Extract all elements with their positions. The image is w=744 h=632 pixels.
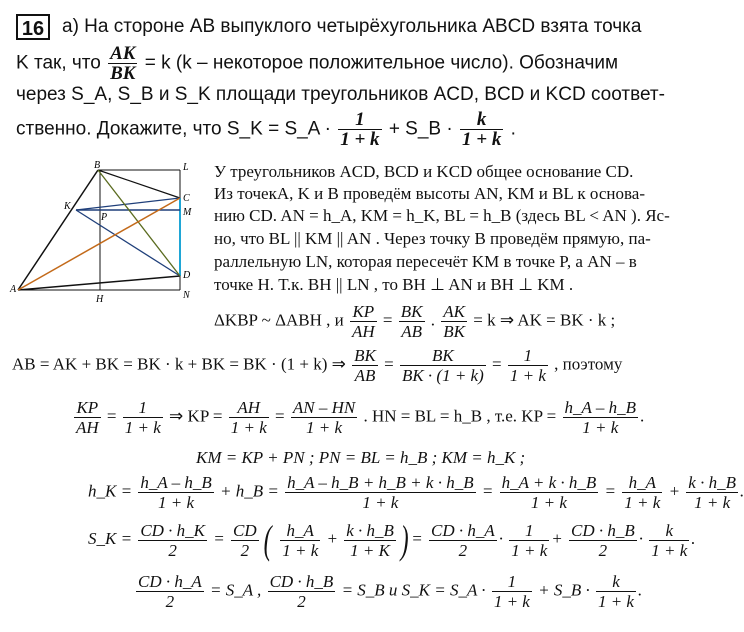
segment-BD (98, 170, 180, 276)
den: 1 + k (285, 492, 475, 512)
eq3-text: . HN = BL = h_B , т.е. KP = (363, 406, 557, 426)
problem-line-4a: ственно. Докажите, что S_K = S_A · (16, 118, 331, 140)
eq6-frac1 (138, 521, 207, 560)
eq7-frac4 (596, 572, 636, 611)
eq5-frac2 (285, 473, 475, 512)
num: h_A (286, 520, 314, 540)
problem-fraction-ak-bk (108, 44, 137, 83)
num: AK (443, 302, 465, 321)
num: 1 (523, 346, 533, 365)
den: AH (76, 418, 99, 437)
den: 1 + k (500, 492, 599, 512)
den: 1 + k (138, 492, 213, 512)
eq3: $\frac{KP}{AH}$ = $\frac{1}{1 + k}$ ⇒ KP = $\frac{AH}{1 + k}$ = $\frac{AN - HN}{1 + k}$ . HN = BL = h_B , т.е. KP = $\frac{h\_A - h\_B}{1 + k}$ . (76, 398, 645, 437)
eq3-frac3 (229, 398, 269, 437)
eq5: h_K = $\frac{h\_A - h\_B}{1 + k}$ + h_B = $\frac{h\_A - h\_B + h\_B + k \cdot h\_B}{1 + k}$ = $\frac{h\_A + k \cdot h\_B}{1 + k}$ = $\frac{h\_A}{1 + k}$ + $\frac{k \cdot h\_B}{1 + k}$ . (88, 473, 744, 512)
eq6-frac7 (569, 521, 637, 560)
frac-den: BK (110, 63, 136, 84)
num: 1 (525, 520, 534, 540)
label-L: L (183, 162, 189, 173)
den: AB (352, 365, 378, 385)
eq1-frac1 (350, 302, 377, 341)
eq5-mid: + h_B = (220, 481, 279, 501)
den: AH (352, 322, 375, 341)
eq7-frac3 (492, 572, 532, 611)
den: BK · (1 + k) (401, 366, 484, 385)
label-D: D (183, 270, 191, 281)
eq5-lhs: h_K = (88, 481, 133, 501)
problem-fraction-1-1k (338, 110, 381, 149)
solution-p3: нию CD. AN = h_A, KM = h_K, BL = h_B (здесь BL < AN ). Яс- (214, 206, 670, 225)
den: 1 + k (291, 417, 357, 437)
eq3-frac1 (74, 398, 101, 437)
label-M: M (183, 207, 192, 218)
eq6-frac5 (429, 521, 497, 560)
num: h_A + k · h_B (501, 473, 597, 492)
solution-p6: точке H. Т.к. BH || LN , то BH ⊥ AN и BH ⊥ KM . (214, 275, 574, 294)
eq2-frac2 (400, 346, 486, 385)
num: KP (352, 302, 375, 321)
den: 1 + k (624, 493, 661, 512)
num: 1 (138, 398, 148, 417)
solution-p5: раллельную LN, которая пересечёт KM в точке P, а AN – в (214, 252, 637, 271)
geometry-figure (8, 160, 208, 310)
frac-num: 1 (355, 109, 365, 130)
eq6-frac6 (509, 521, 549, 560)
num: CD · h_K (140, 520, 206, 540)
num: AN – HN (292, 398, 356, 417)
den: 2 (569, 540, 637, 560)
num: k · h_B (346, 520, 394, 540)
solution-p2: Из точекA, K и B проведём высоты AN, KM и BL к основа- (214, 184, 645, 203)
label-P: P (101, 212, 108, 223)
den: 1 + k (282, 540, 319, 560)
eq5-frac5 (686, 473, 738, 512)
num: h_A – h_B + h_B + k · h_B (287, 473, 474, 492)
eq3-frac4 (291, 398, 357, 437)
label-A: A (10, 284, 17, 295)
eq7-c: + S_B · (538, 580, 590, 600)
eq6: S_K = $\frac{CD \cdot h\_K}{2}$ = $\frac{CD}{2}$ ( $\frac{h\_A}{1 + k}$ + $\frac{k \cdot h\_B}{1 + K}$ ) = $\frac{CD \cdot h\_A}{2}$ · $\frac{1}{1 + k}$ + $\frac{CD \cdot h\_B}{2}$ · $\frac{k}{1 + k}$ . (88, 517, 696, 562)
num: h_A (628, 473, 656, 492)
problem-line-3: через S_A, S_B и S_K площади треугольников ACD, BCD и KCD соответ- (16, 84, 665, 105)
num: CD · h_B (269, 572, 334, 591)
problem-fraction-k-1k (460, 110, 503, 149)
problem-line-2b: = k (k – некоторое положительное число). Обозначим (144, 52, 619, 74)
problem-line-4c: . (510, 118, 516, 140)
den: 1 + K (344, 540, 396, 560)
paren-open: ( (263, 517, 272, 562)
den: 1 + k (686, 492, 738, 512)
num: k (612, 572, 620, 591)
label-B: B (94, 160, 101, 171)
eq7: $\frac{CD \cdot h\_A}{2}$ = S_A , $\frac{CD \cdot h\_B}{2}$ = S_B и S_K = S_A · $\frac{1}{1 + k}$ + S_B · $\frac{k}{1 + k}$ . (138, 572, 643, 611)
den: 1 + k (230, 418, 267, 437)
den: 1 + k (651, 540, 688, 560)
segment-AD (18, 276, 180, 290)
den: 2 (231, 540, 259, 560)
label-C: C (183, 193, 190, 204)
eq5-frac1 (138, 473, 213, 512)
segment-KD (76, 210, 180, 276)
frac-num: AK (110, 43, 136, 64)
eq1-frac3 (441, 302, 467, 341)
num: CD · h_B (571, 520, 635, 540)
problem-line-4 (16, 110, 516, 149)
eq2-suffix: , поэтому (554, 354, 623, 374)
problem-number: 16 (16, 14, 50, 40)
eq6-lhs: S_K = (88, 528, 133, 548)
eq7-frac2 (268, 572, 336, 611)
eq5-frac3 (500, 473, 599, 512)
label-N: N (183, 290, 190, 301)
num: AH (237, 398, 261, 417)
label-H: H (96, 294, 104, 305)
num: h_A – h_B (140, 473, 212, 492)
den: AB (399, 321, 425, 341)
eq7-a: = S_A , (210, 580, 262, 600)
num: BK (431, 346, 454, 365)
num: h_A – h_B (564, 398, 636, 417)
den: 1 + k (124, 418, 161, 437)
eq3-mid: ⇒ KP = (169, 406, 223, 426)
num: CD (233, 520, 257, 540)
num: BK (400, 302, 423, 321)
problem-line-4b: + S_B · (388, 118, 453, 140)
problem-line-1: а) На стороне AB выпуклого четырёхугольника ABCD взята точка (62, 16, 642, 37)
eq2-frac3 (508, 346, 548, 385)
solution-p4: но, что BL || KM || AN . Через точку B проведём прямую, па- (214, 229, 651, 248)
den: 2 (138, 540, 207, 560)
eq6-frac8 (649, 521, 689, 560)
frac-den: 1 + k (462, 129, 502, 150)
eq3-frac2 (123, 398, 163, 437)
eq7-frac1 (136, 572, 204, 611)
eq2-frac1 (352, 346, 378, 385)
den: 1 + k (597, 592, 634, 611)
paren-close: ) (400, 517, 409, 562)
eq6-frac4 (344, 521, 396, 560)
label-K: K (64, 201, 71, 212)
segment-BC (98, 170, 180, 198)
eq6-frac3 (280, 521, 320, 560)
num: k · h_B (688, 473, 736, 492)
den: 1 + k (509, 366, 546, 385)
problem-line-2a: K так, что (16, 52, 101, 74)
num: KP (76, 398, 99, 417)
eq1-suffix: = k ⇒ AK = BK · k ; (473, 310, 616, 330)
den: BK (443, 322, 465, 341)
frac-den: 1 + k (340, 129, 380, 150)
eq1-frac2 (399, 302, 425, 341)
den: 2 (136, 591, 204, 611)
num: CD · h_A (430, 520, 495, 540)
den: 1 + k (493, 592, 530, 611)
den: 2 (429, 540, 497, 560)
den: 2 (268, 591, 336, 611)
problem-line-2 (16, 44, 618, 83)
eq2: AB = AK + BK = BK · k + BK = BK · (1 + k) ⇒ $\frac{BK}{AB}$ = $\frac{BK}{BK \cdot (1 + k)}$ = $\frac{1}{1 + k}$ , поэтому (12, 346, 623, 385)
den: 1 + k (563, 417, 638, 437)
num: 1 (507, 572, 517, 591)
num: k (665, 520, 674, 540)
num: CD · h_A (138, 572, 202, 591)
num: BK (354, 346, 376, 365)
eq1-prefix: ΔKBP ~ ΔABH , и (214, 310, 344, 330)
eq1: ΔKBP ~ ΔABH , и $\frac{KP}{AH}$ = $\frac{BK}{AB}$ . $\frac{AK}{BK}$ = k ⇒ AK = BK · k ; (214, 302, 616, 341)
eq5-frac4 (622, 473, 662, 512)
den: 1 + k (511, 540, 548, 560)
eq6-frac2 (231, 521, 259, 560)
eq3-frac5 (563, 398, 638, 437)
eq2-prefix: AB = AK + BK = BK · k + BK = BK · (1 + k) ⇒ (12, 354, 346, 374)
segment-AB (18, 170, 98, 290)
solution-p1: У треугольников ACD, BCD и KCD общее основание CD. (214, 162, 634, 181)
eq4: KM = KP + PN ; PN = BL = h_B ; KM = h_K ; (196, 448, 526, 467)
eq7-b: = S_B и S_K = S_A · (341, 580, 486, 600)
frac-num: k (476, 109, 487, 130)
